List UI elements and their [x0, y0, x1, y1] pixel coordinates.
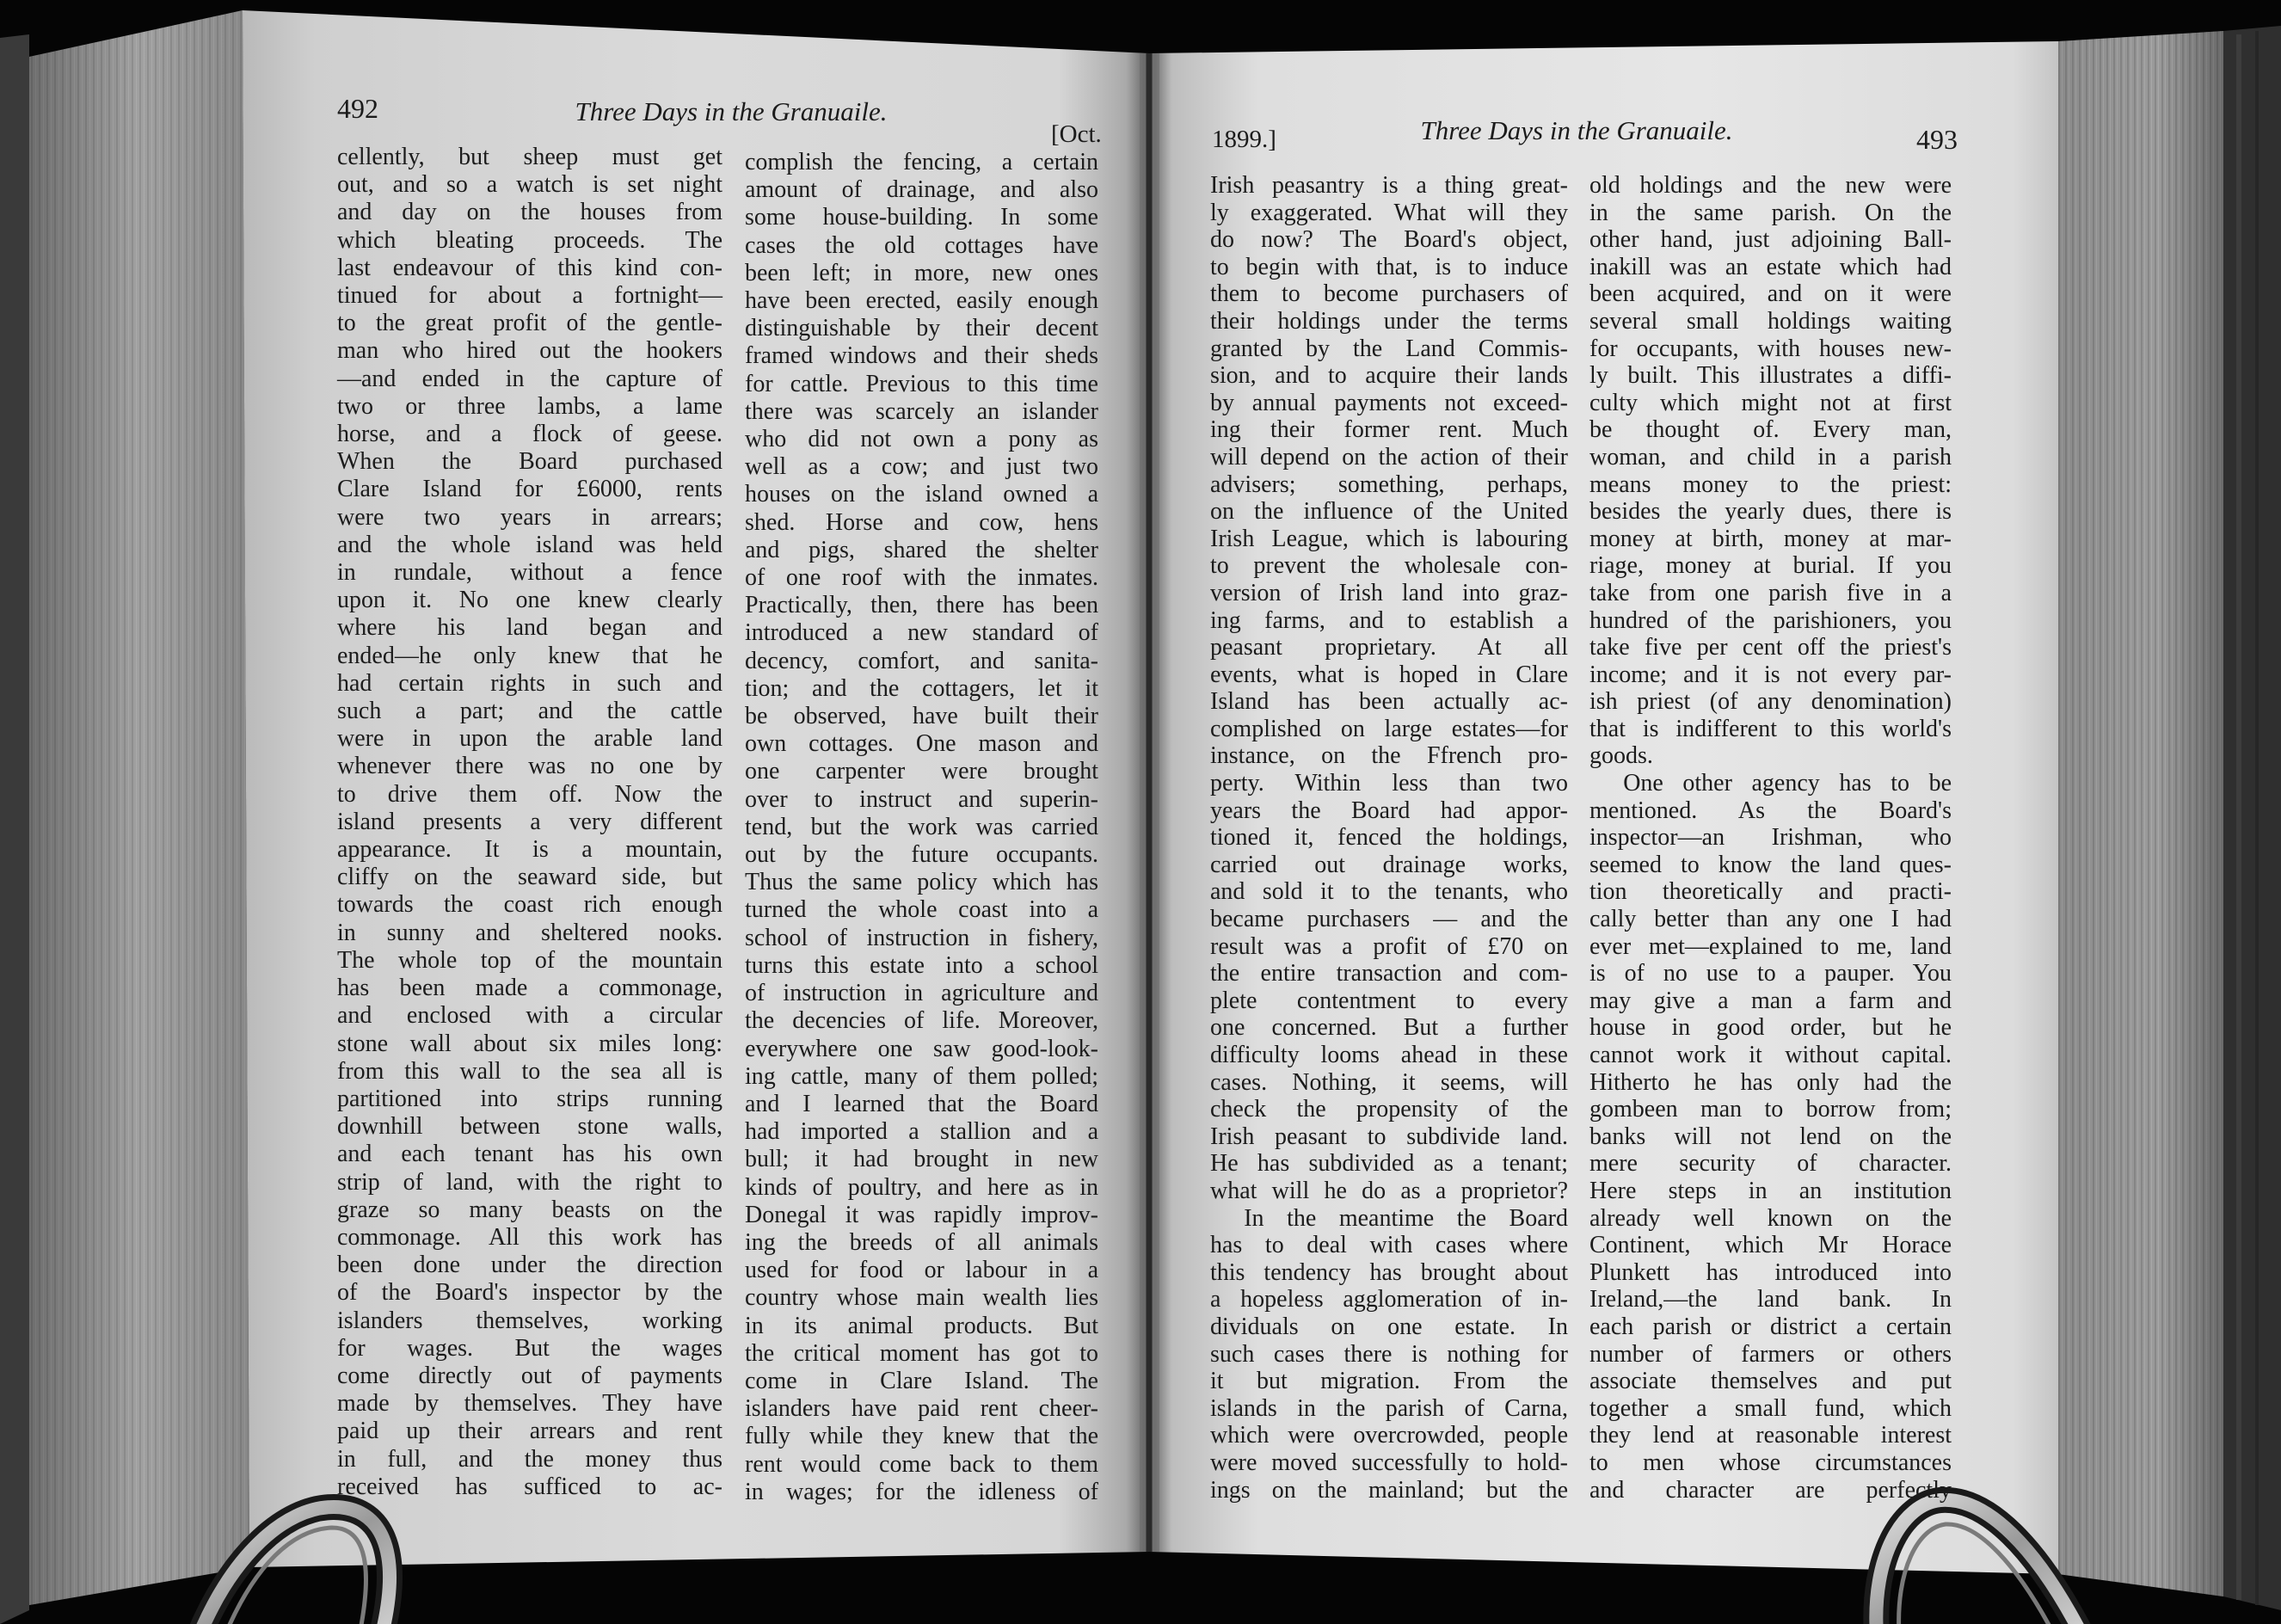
text-line: complish the fencing, a certain: [745, 149, 1098, 175]
text-line: man who hired out the hookers: [337, 337, 722, 365]
text-line: and enclosed with a circular: [337, 1002, 722, 1030]
text-line: been left; in more, new ones: [745, 259, 1098, 286]
text-line: made by themselves. They have: [337, 1390, 722, 1418]
text-line: plete contentment to every: [1210, 987, 1568, 1014]
text-line: islanders have paid rent cheer-: [745, 1395, 1098, 1423]
text-line: one concerned. But a further: [1210, 1014, 1568, 1042]
text-line: ended—he only knew that he: [337, 642, 722, 669]
text-line: ly built. This illustrates a diffi-: [1589, 362, 1952, 390]
text-line: been acquired, and on it were: [1589, 280, 1952, 308]
text-line: there was scarcely an islander: [745, 397, 1098, 425]
text-line: which were overcrowded, people: [1210, 1422, 1568, 1449]
text-line: for wages. But the wages: [337, 1334, 722, 1362]
text-line: each parish or district a certain: [1589, 1313, 1952, 1340]
text-line: rent would come back to them: [745, 1450, 1098, 1478]
text-line: bull; it had brought in new: [745, 1146, 1098, 1173]
text-line: own cottages. One mason and: [745, 730, 1098, 758]
text-line: —and ended in the capture of: [337, 365, 722, 392]
right-running-title: Three Days in the Granuaile.: [1420, 115, 1733, 145]
text-line: advisers; something, perhaps,: [1210, 471, 1568, 498]
text-line: from this wall to the sea all is: [337, 1057, 722, 1085]
text-line: take from one parish five in a: [1589, 579, 1952, 606]
text-line: mere security of character.: [1589, 1150, 1952, 1178]
text-line: Hitherto he has only had the: [1589, 1068, 1952, 1096]
text-line: sion, and to acquire their lands: [1210, 362, 1568, 390]
text-line: decency, comfort, and sanita-: [745, 647, 1098, 674]
text-line: several small holdings waiting: [1589, 307, 1952, 335]
text-line: houses on the island owned a: [745, 481, 1098, 508]
text-line: towards the coast rich enough: [337, 891, 722, 919]
text-line: come in Clare Island. The: [745, 1367, 1098, 1394]
text-line: ish priest (of any denomination): [1589, 688, 1952, 716]
text-line: seemed to know the land ques-: [1589, 851, 1952, 878]
text-line: will depend on the action of their: [1210, 443, 1568, 471]
left-page-column-2: [745, 149, 1098, 1506]
text-line: it but migration. From the: [1210, 1368, 1568, 1395]
text-line: out, and so a watch is set night: [337, 171, 722, 199]
text-line: everywhere one saw good-look-: [745, 1035, 1098, 1062]
text-line: besides the yearly dues, there is: [1589, 498, 1952, 526]
text-line: used for food or labour in a: [745, 1257, 1098, 1284]
left-date-mark: [Oct.: [1051, 120, 1102, 148]
text-line: house in good order, but he: [1589, 1014, 1952, 1042]
text-line: that is indifferent to this world's: [1589, 715, 1952, 742]
text-line: had certain rights in such and: [337, 669, 722, 697]
left-book-cover: [0, 34, 29, 1624]
text-line: together a small fund, which: [1589, 1394, 1952, 1422]
text-line: hundred of the parishioners, you: [1589, 606, 1952, 634]
text-line: and I learned that the Board: [745, 1090, 1098, 1117]
text-line: school of instruction in fishery,: [745, 924, 1098, 951]
text-line: mentioned. As the Board's: [1589, 797, 1952, 824]
text-line: and pigs, shared the shelter: [745, 536, 1098, 563]
text-line: cliffy on the seaward side, but: [337, 864, 722, 891]
text-line: partitioned into strips running: [337, 1085, 722, 1112]
right-page-column-2: [1589, 172, 1952, 1504]
text-line: Donegal it was rapidly improv-: [745, 1201, 1098, 1228]
text-line: gombeen man to borrow from;: [1589, 1096, 1952, 1123]
text-line: Here steps in an institution: [1589, 1177, 1952, 1204]
text-line: cases the old cottages have: [745, 231, 1098, 259]
text-line: what will he do as a proprietor?: [1210, 1177, 1568, 1204]
text-line: for occupants, with houses new-: [1589, 335, 1952, 362]
text-line: out by the future occupants.: [745, 841, 1098, 869]
text-line: dividuals on one estate. In: [1210, 1313, 1568, 1340]
text-line: have been erected, easily enough: [745, 287, 1098, 315]
text-line: result was a profit of £70 on: [1210, 932, 1568, 960]
text-line: well as a cow; and just two: [745, 453, 1098, 481]
text-line: were in upon the arable land: [337, 725, 722, 753]
text-line: islanders themselves, working: [337, 1307, 722, 1334]
text-line: ings on the mainland; but the: [1210, 1476, 1568, 1504]
text-line: Continent, which Mr Horace: [1589, 1232, 1952, 1259]
text-line: Irish peasant to subdivide land.: [1210, 1123, 1568, 1150]
text-line: Irish League, which is labouring: [1210, 525, 1568, 552]
text-line: old holdings and the new were: [1589, 172, 1952, 199]
text-line: a hopeless agglomeration of in-: [1210, 1286, 1568, 1313]
text-line: by annual payments not exceed-: [1210, 389, 1568, 416]
text-line: and character are perfectly: [1589, 1476, 1952, 1504]
text-line: woman, and child in a parish: [1589, 443, 1952, 471]
right-book-cover: [2223, 26, 2281, 1610]
text-line: such a part; and the cattle: [337, 698, 722, 725]
text-line: amount of drainage, and also: [745, 176, 1098, 204]
text-line: peasant proprietary. At all: [1210, 634, 1568, 661]
text-line: last endeavour of this kind con-: [337, 254, 722, 281]
text-line: come directly out of payments: [337, 1362, 722, 1389]
text-line: for cattle. Previous to this time: [745, 370, 1098, 397]
text-line: ing farms, and to establish a: [1210, 606, 1568, 634]
text-line: to prevent the wholesale con-: [1210, 552, 1568, 580]
text-line: been done under the direction: [337, 1252, 722, 1279]
text-line: where his land began and: [337, 614, 722, 642]
text-line: perty. Within less than two: [1210, 770, 1568, 797]
text-line: Ireland,—the land bank. In: [1589, 1286, 1952, 1313]
text-line: cases. Nothing, it seems, will: [1210, 1068, 1568, 1096]
text-line: number of farmers or others: [1589, 1340, 1952, 1368]
text-line: version of Irish land into graz-: [1210, 579, 1568, 606]
text-line: cellently, but sheep must get: [337, 144, 722, 170]
text-line: may give a man a farm and: [1589, 987, 1952, 1014]
text-line: in sunny and sheltered nooks.: [337, 919, 722, 946]
text-line: and day on the houses from: [337, 199, 722, 226]
text-line: ing the breeds of all animals: [745, 1228, 1098, 1256]
text-line: When the Board purchased: [337, 448, 722, 476]
text-line: to the great profit of the gentle-: [337, 310, 722, 337]
text-line: island presents a very different: [337, 808, 722, 835]
text-line: ing their former rent. Much: [1210, 416, 1568, 444]
text-line: over to instruct and superin-: [745, 785, 1098, 813]
text-line: do now? The Board's object,: [1210, 226, 1568, 254]
text-line: be thought of. Every man,: [1589, 416, 1952, 444]
text-line: framed windows and their sheds: [745, 342, 1098, 370]
text-line: in its animal products. But: [745, 1312, 1098, 1339]
text-line: to begin with that, is to induce: [1210, 253, 1568, 280]
text-line: check the propensity of the: [1210, 1096, 1568, 1123]
text-line: islands in the parish of Carna,: [1210, 1394, 1568, 1422]
text-line: this tendency has brought about: [1210, 1258, 1568, 1286]
text-line: the decencies of life. Moreover,: [745, 1007, 1098, 1035]
text-line: inakill was an estate which had: [1589, 253, 1952, 280]
text-line: difficulty looms ahead in these: [1210, 1042, 1568, 1068]
text-line: one carpenter were brought: [745, 758, 1098, 785]
text-line: in wages; for the idleness of: [745, 1478, 1098, 1505]
text-line: graze so many beasts on the: [337, 1196, 722, 1223]
text-line: had imported a stallion and a: [745, 1118, 1098, 1146]
text-line: cannot work it without capital.: [1589, 1042, 1952, 1068]
left-running-title: Three Days in the Granuaile.: [575, 96, 888, 126]
text-line: commonage. All this work has: [337, 1223, 722, 1251]
text-line: The whole top of the mountain: [337, 946, 722, 974]
text-line: Thus the same policy which has: [745, 869, 1098, 896]
text-line: tend, but the work was carried: [745, 813, 1098, 840]
text-line: strip of land, with the right to: [337, 1168, 722, 1196]
text-line: and the whole island was held: [337, 531, 722, 558]
text-line: and each tenant has his own: [337, 1141, 722, 1168]
text-line: banks will not lend on the: [1589, 1123, 1952, 1150]
text-line: other hand, just adjoining Ball-: [1589, 226, 1952, 254]
text-line: Irish peasantry is a thing great-: [1210, 172, 1568, 199]
text-line: complished on large estates—for: [1210, 715, 1568, 742]
text-line: of one roof with the inmates.: [745, 564, 1098, 592]
text-line: upon it. No one knew clearly: [337, 587, 722, 614]
text-line: instance, on the Ffrench pro-: [1210, 742, 1568, 770]
text-line: associate themselves and put: [1589, 1368, 1952, 1395]
text-line: paid up their arrears and rent: [337, 1418, 722, 1445]
text-line: He has subdivided as a tenant;: [1210, 1150, 1568, 1178]
text-line: the entire transaction and com-: [1210, 960, 1568, 987]
text-line: whenever there was no one by: [337, 753, 722, 780]
text-line: turned the whole coast into a: [745, 896, 1098, 924]
text-line: country whose main wealth lies: [745, 1284, 1098, 1312]
text-line: ever met—explained to me, land: [1589, 932, 1952, 960]
text-line: which bleating proceeds. The: [337, 226, 722, 254]
text-line: riage, money at burial. If you: [1589, 552, 1952, 580]
text-line: to men whose circumstances: [1589, 1449, 1952, 1476]
text-line: goods.: [1589, 742, 1653, 770]
text-line: introduced a new standard of: [745, 619, 1098, 647]
text-line: tion theoretically and practi-: [1589, 878, 1952, 906]
text-line: the critical moment has got to: [745, 1339, 1098, 1367]
text-line: them to become purchasers of: [1210, 280, 1568, 308]
text-line: two or three lambs, a lame: [337, 392, 722, 420]
right-page-column-1: [1210, 172, 1568, 1504]
text-line: to drive them off. Now the: [337, 780, 722, 808]
text-line: turns this estate into a school: [745, 951, 1098, 979]
text-line: events, what is hoped in Clare: [1210, 661, 1568, 688]
text-line: of instruction in agriculture and: [745, 980, 1098, 1007]
text-line: their holdings under the terms: [1210, 307, 1568, 335]
left-page-number: 492: [337, 93, 378, 124]
text-line: granted by the Land Commis-: [1210, 335, 1568, 362]
text-line: received has sufficed to ac-: [337, 1473, 722, 1500]
text-line: Practically, then, there has been: [745, 592, 1098, 619]
text-line: years the Board had appor-: [1210, 797, 1568, 824]
text-line: on the influence of the United: [1210, 498, 1568, 526]
right-page-number: 493: [1916, 124, 1958, 155]
text-line: has been made a commonage,: [337, 975, 722, 1002]
text-line: In the meantime the Board: [1244, 1204, 1568, 1232]
text-line: Plunkett has introduced into: [1589, 1258, 1952, 1286]
text-line: is of no use to a pauper. You: [1589, 960, 1952, 987]
text-line: were two years in arrears;: [337, 503, 722, 531]
text-line: were moved successfully to hold-: [1210, 1449, 1568, 1476]
text-line: fully while they knew that the: [745, 1423, 1098, 1450]
text-line: carried out drainage works,: [1210, 851, 1568, 878]
text-line: be observed, have built their: [745, 703, 1098, 730]
text-line: shed. Horse and cow, hens: [745, 508, 1098, 536]
text-line: money at birth, money at mar-: [1589, 525, 1952, 552]
left-page-column-1: [337, 144, 722, 1501]
text-line: tinued for about a fortnight—: [337, 282, 722, 310]
text-line: means money to the priest:: [1589, 471, 1952, 498]
text-line: in rundale, without a fence: [337, 559, 722, 587]
text-line: such cases there is nothing for: [1210, 1340, 1568, 1368]
text-line: Clare Island for £6000, rents: [337, 476, 722, 503]
text-line: some house-building. In some: [745, 204, 1098, 231]
text-line: became purchasers — and the: [1210, 906, 1568, 933]
text-line: tioned it, fenced the holdings,: [1210, 824, 1568, 852]
text-line: distinguishable by their decent: [745, 315, 1098, 342]
text-line: income; and it is not every par-: [1589, 661, 1952, 688]
text-line: has to deal with cases where: [1210, 1232, 1568, 1259]
text-line: culty which might not at first: [1589, 389, 1952, 416]
text-line: horse, and a flock of geese.: [337, 421, 722, 448]
text-line: appearance. It is a mountain,: [337, 836, 722, 864]
text-line: in full, and the money thus: [337, 1445, 722, 1473]
text-line: One other agency has to be: [1623, 770, 1952, 797]
text-line: already well known on the: [1589, 1204, 1952, 1232]
text-line: take five per cent off the priest's: [1589, 634, 1952, 661]
right-date-mark: 1899.]: [1212, 126, 1276, 153]
text-line: and sold it to the tenants, who: [1210, 878, 1568, 906]
text-line: kinds of poultry, and here as in: [745, 1173, 1098, 1201]
text-line: of the Board's inspector by the: [337, 1279, 722, 1307]
text-line: inspector—an Irishman, who: [1589, 824, 1952, 852]
text-line: Island has been actually ac-: [1210, 688, 1568, 716]
text-line: in the same parish. On the: [1589, 199, 1952, 226]
text-line: downhill between stone walls,: [337, 1113, 722, 1141]
text-line: who did not own a pony as: [745, 426, 1098, 453]
text-line: stone wall about six miles long:: [337, 1030, 722, 1057]
text-line: ing cattle, many of them polled;: [745, 1062, 1098, 1090]
text-line: tion; and the cottagers, let it: [745, 674, 1098, 702]
text-line: they lend at reasonable interest: [1589, 1422, 1952, 1449]
text-line: ly exaggerated. What will they: [1210, 199, 1568, 226]
text-line: cally better than any one I had: [1589, 906, 1952, 933]
